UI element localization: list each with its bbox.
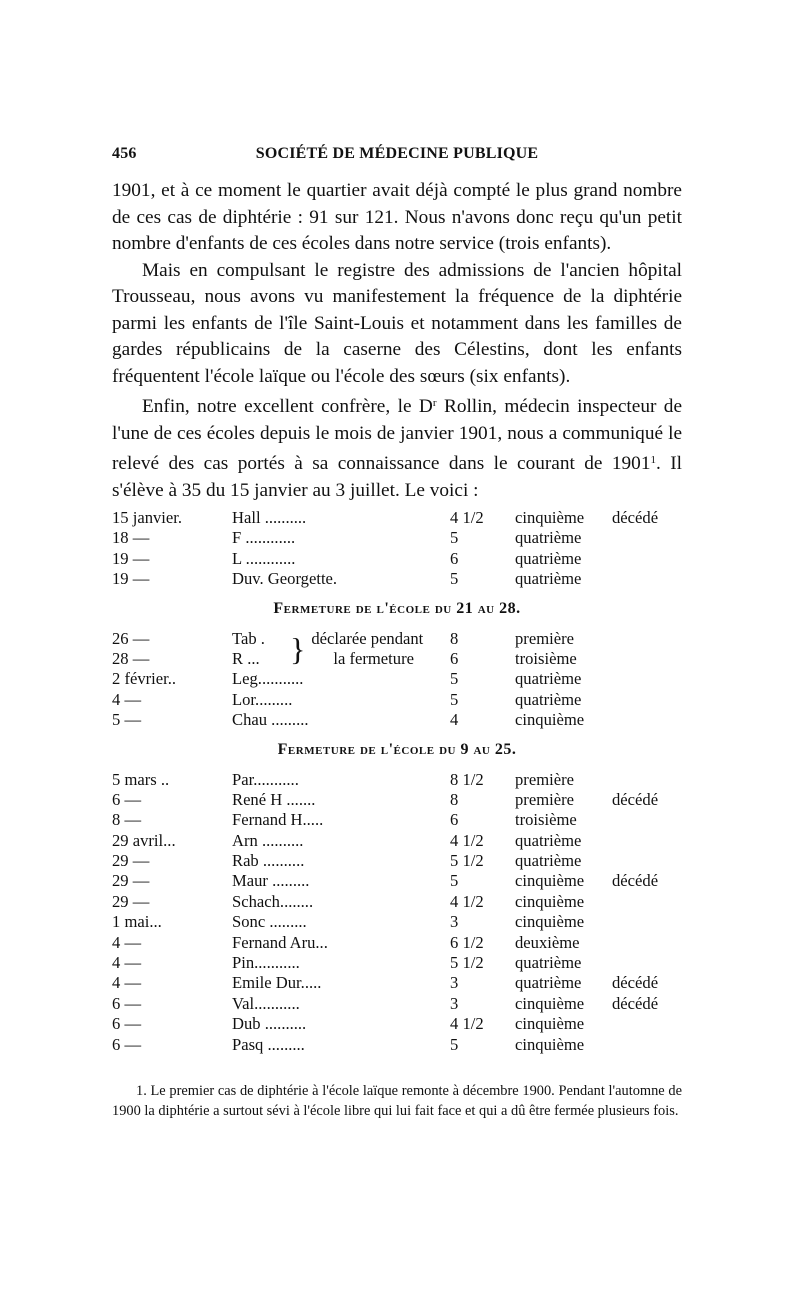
case-date: 4 — — [112, 689, 142, 709]
bracket-note-line: déclarée pendant — [311, 628, 424, 648]
school-class: troisième — [515, 810, 577, 830]
patient-age: 6 — [450, 548, 459, 568]
school-class: première — [515, 789, 574, 809]
table-row — [112, 892, 712, 912]
case-date: 1 mai... — [112, 912, 162, 932]
table-row — [112, 810, 712, 830]
patient-age: 8 — [450, 789, 459, 809]
patient-name: Pin........... — [232, 953, 300, 973]
table-row — [112, 851, 712, 871]
table-row — [112, 710, 712, 730]
case-date: 29 — — [112, 851, 150, 871]
patient-name: Sonc ......... — [232, 912, 307, 932]
patient-name: Arn .......... — [232, 830, 304, 850]
case-date: 6 — — [112, 993, 142, 1013]
patient-age: 5 — [450, 689, 459, 709]
patient-age: 5 — [450, 569, 459, 589]
school-class: cinquième — [515, 508, 585, 527]
page-header — [112, 145, 682, 165]
school-class: quatrième — [515, 953, 582, 973]
patient-age: 3 — [450, 973, 459, 993]
page-number: 456 — [112, 145, 137, 162]
death-status: décédé — [612, 508, 659, 527]
death-status: décédé — [612, 871, 659, 891]
patient-name: Dub .......... — [232, 1014, 307, 1034]
table-row — [112, 1014, 712, 1034]
school-class: première — [515, 628, 574, 648]
patient-name: Rab .......... — [232, 851, 305, 871]
school-class: cinquième — [515, 871, 585, 891]
doctor-superscript: r — [432, 397, 437, 409]
table-row — [112, 770, 712, 790]
closure-heading: Fermeture de l'école du 21 au 28. — [273, 599, 521, 617]
patient-age: 4 1/2 — [450, 830, 484, 850]
table-row — [112, 994, 712, 1014]
patient-age: 6 1/2 — [450, 932, 484, 952]
patient-age: 5 1/2 — [450, 851, 484, 871]
patient-age: 4 1/2 — [450, 891, 484, 911]
table-row — [112, 973, 712, 993]
patient-age: 8 1/2 — [450, 769, 484, 789]
case-date: 18 — — [112, 528, 150, 548]
death-status: décédé — [612, 789, 659, 809]
school-class: cinquième — [515, 710, 585, 730]
table-row — [112, 912, 712, 932]
paragraph-rollin — [112, 390, 682, 504]
footnote-text: 1. Le premier cas de diphtérie à l'école laïque remonte à décembre 1900. Pendant l'automne de 1900 la diphtérie a surtout sévi à l'école libre qui lui fait face et qui a dû être fermée plusieurs fois. — [112, 1083, 682, 1119]
case-date: 6 — — [112, 1034, 142, 1054]
paragraph-rollin-middle: Rollin, médecin inspecteur de l'une de ces écoles depuis le mois de janvier 1901, nous a communiqué le relevé des cas portés à sa connaissance dans le courant de 1901 — [112, 396, 682, 474]
footnote — [112, 1082, 682, 1121]
patient-age: 4 1/2 — [450, 508, 484, 527]
brace-glyph: } — [290, 630, 306, 667]
closure-heading: Fermeture de l'école du 9 au 25. — [277, 740, 517, 758]
school-class: deuxième — [515, 932, 580, 952]
case-date: 4 — — [112, 973, 142, 993]
school-class: quatrième — [515, 830, 582, 850]
school-class: cinquième — [515, 912, 585, 932]
case-date: 29 — — [112, 871, 150, 891]
table-row — [112, 1035, 712, 1055]
school-class: quatrième — [515, 689, 582, 709]
case-date: 6 — — [112, 789, 142, 809]
school-class: cinquième — [515, 891, 585, 911]
patient-name: Schach........ — [232, 891, 314, 911]
patient-age: 5 — [450, 871, 459, 891]
case-date: 4 — — [112, 932, 142, 952]
case-date: 6 — — [112, 1014, 142, 1034]
table-row — [112, 508, 712, 528]
death-status: décédé — [612, 993, 659, 1013]
bracket-group — [112, 629, 712, 670]
paragraph-rollin-start: Enfin, notre excellent confrère, le D — [142, 396, 433, 417]
school-class: première — [515, 769, 574, 789]
patient-name: Pasq ......... — [232, 1034, 305, 1054]
patient-name: R ... — [232, 648, 260, 668]
bracket-note — [290, 629, 450, 670]
patient-age: 3 — [450, 993, 459, 1013]
patient-name: Chau ......... — [232, 710, 309, 730]
case-date: 19 — — [112, 548, 150, 568]
patient-name: Leg........... — [232, 669, 304, 689]
patient-name: L ............ — [232, 548, 296, 568]
patient-name: Duv. Georgette. — [232, 569, 338, 589]
case-date: 5 — — [112, 710, 142, 730]
paragraph-trousseau: Mais en compulsant le registre des admissions de l'ancien hôpital Trousseau, nous avons vu manifestement la fréquence de la diphtérie parmi les enfants de l'île Saint-Louis et notamment dans les familles de gardes républicains de la caserne des Célestins, dont les enfants fréquentent l'école laïque ou l'école des sœurs (six enfants). — [112, 259, 682, 387]
patient-age: 5 1/2 — [450, 953, 484, 973]
table-row — [112, 669, 712, 689]
bracket-note-text — [311, 629, 423, 670]
footnote-marker: 1 — [650, 454, 656, 466]
patient-age: 4 1/2 — [450, 1014, 484, 1034]
patient-age: 5 — [450, 669, 459, 689]
case-date: 15 janvier. — [112, 508, 183, 527]
patient-age: 3 — [450, 912, 459, 932]
case-date: 26 — — [112, 628, 150, 648]
patient-name: Tab . — [232, 628, 265, 648]
patient-name: Maur ......... — [232, 871, 310, 891]
patient-age: 5 — [450, 1034, 459, 1054]
school-class: quatrième — [515, 851, 582, 871]
table-row — [112, 871, 712, 891]
patient-name: Emile Dur..... — [232, 973, 322, 993]
table-row — [112, 831, 712, 851]
table-row — [112, 528, 712, 548]
table-row — [112, 953, 712, 973]
patient-name: Val........... — [232, 993, 300, 1013]
paragraph-continuation: 1901, et à ce moment le quartier avait déjà compté le plus grand nombre de ces cas de diphtérie : 91 sur 121. Nous n'avons donc reçu qu'un petit nombre d'enfants de ces écoles dans notre service (trois enfants). — [112, 180, 682, 254]
patient-age: 8 — [450, 628, 459, 648]
body-text — [112, 178, 682, 504]
patient-age: 6 — [450, 648, 459, 668]
patient-name: René H ....... — [232, 789, 316, 809]
school-class: troisième — [515, 648, 577, 668]
patient-age: 5 — [450, 528, 459, 548]
patient-name: Fernand Aru... — [232, 932, 328, 952]
patient-name: Par........... — [232, 769, 299, 789]
patient-name: Fernand H..... — [232, 810, 324, 830]
table-row — [112, 933, 712, 953]
school-class: quatrième — [515, 528, 582, 548]
case-date: 2 février.. — [112, 669, 177, 689]
case-date: 5 mars .. — [112, 769, 170, 789]
death-status: décédé — [612, 973, 659, 993]
case-date: 4 — — [112, 953, 142, 973]
bracket-note-line: la fermeture — [333, 648, 414, 668]
case-date: 8 — — [112, 810, 142, 830]
school-class: quatrième — [515, 548, 582, 568]
paragraph-rollin-end: . Il s'élève à 35 du 15 janvier au 3 juillet. Le voici : — [112, 453, 682, 501]
school-class: cinquième — [515, 1014, 585, 1034]
case-date: 19 — — [112, 569, 150, 589]
school-class: cinquième — [515, 1034, 585, 1054]
patient-age: 4 — [450, 710, 459, 730]
table-row — [112, 690, 712, 710]
patient-name: F ............ — [232, 528, 296, 548]
case-date: 28 — — [112, 648, 150, 668]
school-class: cinquième — [515, 993, 585, 1013]
table-row — [112, 790, 712, 810]
table-row — [112, 569, 712, 589]
patient-name: Lor......... — [232, 689, 293, 709]
case-date: 29 avril... — [112, 830, 176, 850]
cases-table — [112, 508, 712, 1055]
patient-name: Hall .......... — [232, 508, 307, 527]
patient-age: 6 — [450, 810, 459, 830]
case-date: 29 — — [112, 891, 150, 911]
running-title: SOCIÉTÉ DE MÉDECINE PUBLIQUE — [255, 145, 539, 162]
school-class: quatrième — [515, 669, 582, 689]
school-class: quatrième — [515, 973, 582, 993]
school-class: quatrième — [515, 569, 582, 589]
table-row — [112, 549, 712, 569]
